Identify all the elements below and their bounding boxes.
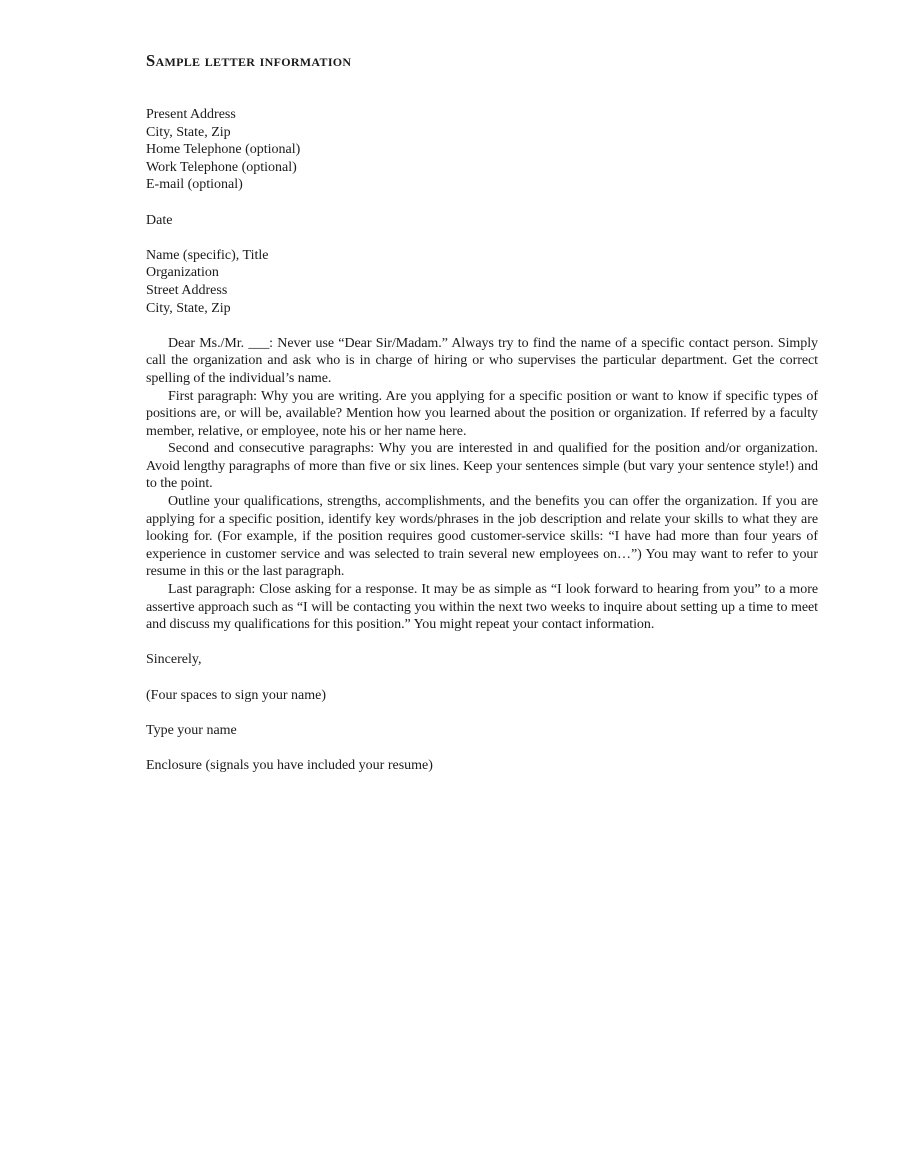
typed-name-text: Type your name (146, 722, 237, 738)
sender-work-phone: Work Telephone (optional) (146, 159, 297, 175)
sender-city-state-zip: City, State, Zip (146, 124, 231, 140)
date-line (146, 212, 818, 230)
letter-body (146, 335, 818, 634)
sender-address: Present Address (146, 107, 236, 122)
recipient-block (146, 247, 818, 317)
body-paragraph-last: Last paragraph: Close asking for a response. It may be as simple as “I look forward to hearing from you” to a more assertive approach such as “I will be contacting you within the next two weeks to inquire about setting up a time to meet and discuss my qualifications for this position.” You might repeat your contact information. (146, 582, 818, 633)
closing-line (146, 651, 818, 669)
body-paragraph-second: Second and consecutive paragraphs: Why you are interested in and qualified for the position and/or organization. Avoid lengthy paragraphs of more than five or six lines. Keep your sentences simple (but vary your sentence style!) and to the point. (146, 441, 818, 492)
body-paragraph-qualifications: Outline your qualifications, strengths, accomplishments, and the benefits you can offer the organization. If you are applying for a specific position, identify key words/phrases in the job description and relate your skills to what they are looking for. (For example, if the position requires good customer-service skills: “I have had more than four years of experience in customer service and was selected to train several new employees on…”) You may want to refer to your resume in this or the last paragraph. (146, 494, 818, 580)
enclosure-line (146, 757, 818, 775)
body-paragraph-first: First paragraph: Why you are writing. Are you applying for a specific position or want to know if specific types of positions are, or will be, available? Mention how you learned about the position or organization. If referred by a faculty member, relative, or employee, note his or her name here. (146, 388, 818, 439)
enclosure-text: Enclosure (signals you have included your resume) (146, 757, 433, 773)
closing-text: Sincerely, (146, 652, 202, 668)
typed-name (146, 722, 818, 740)
recipient-street: Street Address (146, 282, 228, 298)
recipient-name-title: Name (specific), Title (146, 247, 269, 263)
date-text: Date (146, 212, 173, 228)
page-title: Sample letter information (146, 51, 352, 70)
recipient-city-state-zip: City, State, Zip (146, 300, 231, 316)
sender-block (146, 106, 818, 194)
signature-note-text: (Four spaces to sign your name) (146, 687, 327, 703)
body-paragraph-salutation: Dear Ms./Mr. ___: Never use “Dear Sir/Madam.” Always try to find the name of a specific contact person. Simply call the organization and ask who is in charge of hiring or who supervises the particular department. Get the correct spelling of the individual’s name. (146, 335, 818, 386)
signature-note (146, 687, 818, 705)
letter-page (146, 50, 818, 775)
recipient-organization: Organization (146, 265, 219, 281)
sender-home-phone: Home Telephone (optional) (146, 142, 301, 158)
sender-email: E-mail (optional) (146, 177, 243, 193)
